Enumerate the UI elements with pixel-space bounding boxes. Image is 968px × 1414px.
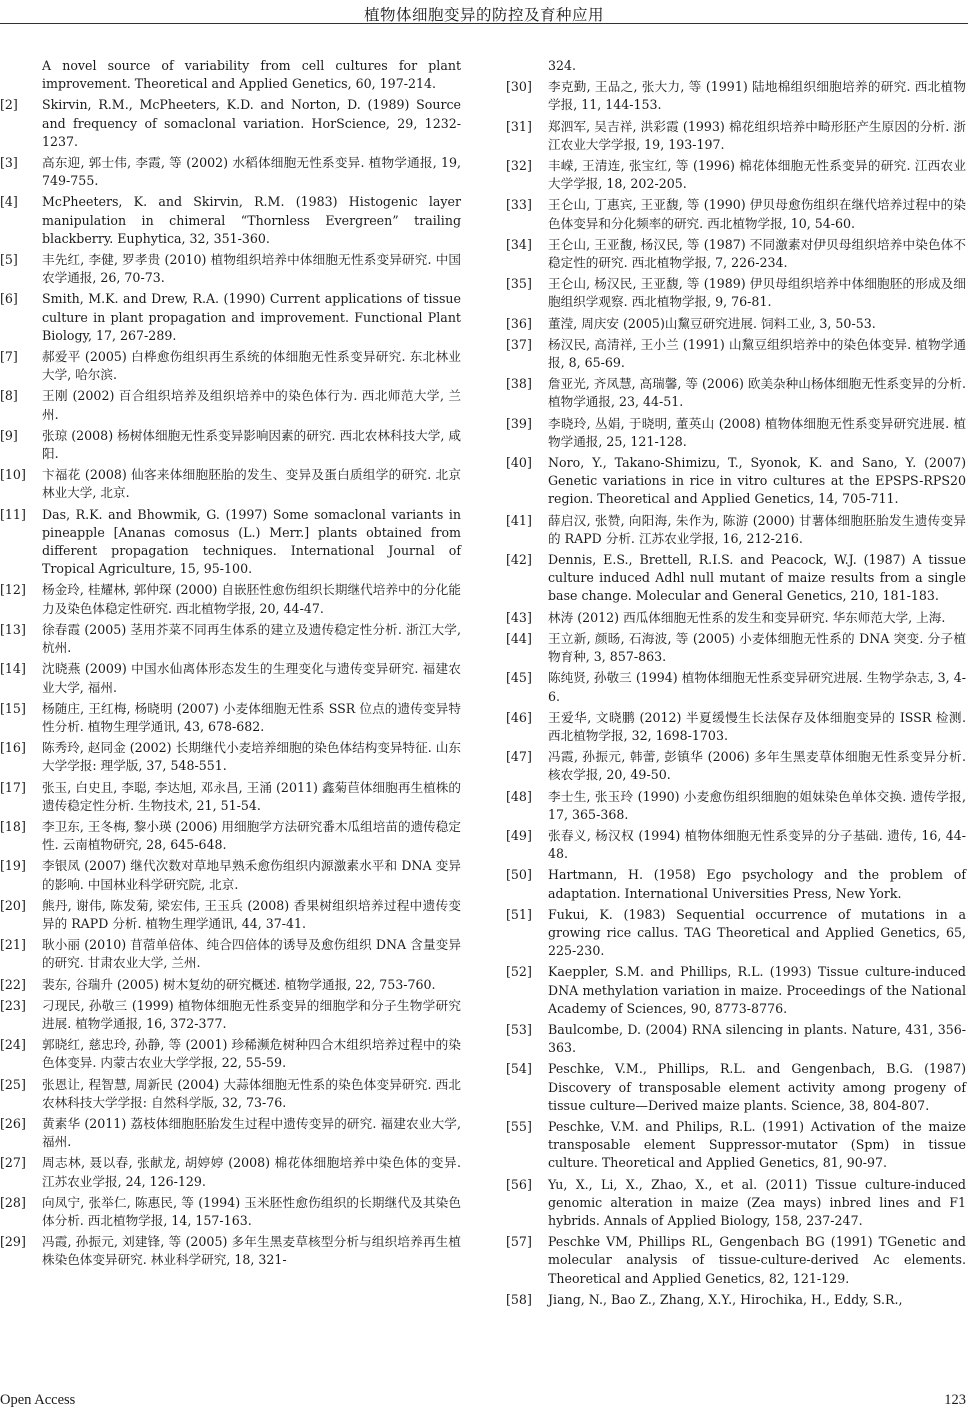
reference-number: [45] — [506, 670, 532, 686]
reference-number: [3] — [0, 155, 18, 171]
reference-entry — [0, 936, 461, 972]
reference-text: 李银凤 (2007) 继代次数对草地早熟禾愈伤组织内源激素水平和 DNA 变异的影响. 中国林业科学研究院, 北京. — [42, 858, 461, 892]
reference-entry — [0, 739, 461, 775]
reference-number: [55] — [506, 1118, 532, 1134]
reference-entry — [506, 415, 966, 451]
reference-number: [52] — [506, 964, 532, 980]
footer-page-number: 123 — [944, 1392, 966, 1408]
reference-text: 熊丹, 谢伟, 陈发菊, 梁宏伟, 王玉兵 (2008) 香果树组织培养过程中遗传变异的 RAPD 分析. 植物生理学通讯, 44, 37-41. — [42, 897, 461, 931]
reference-entry — [506, 669, 966, 705]
reference-entry — [0, 251, 461, 287]
reference-number: [50] — [506, 867, 532, 883]
reference-number: [48] — [506, 788, 532, 804]
reference-text: 沈晓燕 (2009) 中国水仙离体形态发生的生理变化与遗传变异研究. 福建农业大学, 福州. — [42, 661, 461, 695]
reference-text: Peschke, V.M., Phillips, R.L. and Gengenbach, B.G. (1987) Discovery of transposable element activity among progeny of tissue culture—Derived maize plants. Science, 38, 804-807. — [548, 1061, 966, 1113]
reference-entry — [506, 315, 966, 333]
reference-number: [14] — [0, 661, 26, 677]
reference-entry — [506, 748, 966, 784]
reference-entry — [0, 1076, 461, 1112]
reference-number: [43] — [506, 609, 532, 625]
reference-number: [31] — [506, 118, 532, 134]
reference-number: [6] — [0, 291, 18, 307]
reference-number: [58] — [506, 1291, 532, 1307]
reference-number: [5] — [0, 252, 18, 268]
reference-text: 杨随庄, 王红梅, 杨晓明 (2007) 小麦体细胞无性系 SSR 位点的遗传变异特性分析. 植物生理学通讯, 43, 678-682. — [42, 700, 461, 734]
reference-number: [24] — [0, 1037, 26, 1053]
reference-text: 王立新, 颜旸, 石海波, 等 (2005) 小麦体细胞无性系的 DNA 突变. 分子植物育种, 3, 857-863. — [548, 630, 966, 665]
reference-entry — [506, 78, 966, 114]
reference-number: [36] — [506, 315, 532, 331]
reference-entry — [0, 857, 461, 893]
reference-entry — [506, 906, 966, 961]
reference-text: 郭晓红, 慈忠玲, 孙静, 等 (2001) 珍稀濒危树种四合木组织培养过程中的染色体变异. 内蒙古农业大学学报, 22, 55-59. — [42, 1037, 461, 1071]
reference-number: [7] — [0, 349, 18, 365]
reference-entry — [506, 1176, 966, 1231]
reference-number: [38] — [506, 376, 532, 392]
reference-entry — [506, 963, 966, 1018]
reference-text: 王刚 (2002) 百合组织培养及组织培养中的染色体行为. 西北师范大学, 兰州. — [42, 388, 461, 422]
reference-text: Fukui, K. (1983) Sequential occurrence of mutations in a growing rice callus. TAG Theoretical and Applied Genetics, 65, 225-230. — [548, 906, 966, 959]
reference-text: Baulcombe, D. (2004) RNA silencing in plants. Nature, 431, 356-363. — [548, 1021, 966, 1056]
reference-text: 高东迎, 郭士伟, 李霞, 等 (2002) 水稻体细胞无性系变异. 植物学通报, 19, 749-755. — [42, 155, 461, 189]
reference-text: 向凤宁, 张举仁, 陈惠民, 等 (1994) 玉米胚性愈伤组织的长期继代及其染色体分析. 西北植物学报, 14, 157-163. — [42, 1194, 461, 1228]
reference-number: [23] — [0, 997, 26, 1013]
reference-entry — [506, 551, 966, 606]
reference-number: [13] — [0, 621, 26, 637]
reference-entry — [506, 709, 966, 745]
reference-text: 冯霞, 孙振元, 韩蕾, 彭镇华 (2006) 多年生黑麦草体细胞无性系变异分析. 核农学报, 20, 49-50. — [548, 749, 966, 783]
reference-text: Smith, M.K. and Drew, R.A. (1990) Current applications of tissue culture in plant propagation and improvement. Functional Plant Biology, 17, 267-289. — [42, 291, 461, 343]
reference-number: [51] — [506, 906, 532, 922]
reference-text: Skirvin, R.M., McPheeters, K.D. and Norton, D. (1989) Source and frequency of somaclonal variation. HorScience, 29, 1232-1237. — [42, 97, 461, 149]
reference-number: [25] — [0, 1076, 26, 1092]
reference-number: [2] — [0, 97, 18, 113]
reference-entry — [0, 96, 461, 151]
reference-text: 卞福花 (2008) 仙客来体细胞胚胎的发生、变异及蛋白质组学的研究. 北京林业大学, 北京. — [42, 467, 461, 501]
reference-number: [32] — [506, 158, 532, 174]
reference-entry — [0, 1154, 461, 1190]
reference-number: [21] — [0, 937, 26, 953]
reference-number: [4] — [0, 194, 18, 210]
references-right-column — [506, 57, 966, 1312]
reference-number: [35] — [506, 276, 532, 292]
reference-text: Kaeppler, S.M. and Phillips, R.L. (1993) Tissue culture-induced DNA methylation variation in maize. Proceedings of the National Academy of Sciences, 90, 8773-8776. — [548, 964, 966, 1016]
reference-entry — [506, 275, 966, 311]
reference-number: [57] — [506, 1234, 532, 1250]
reference-entry — [0, 1115, 461, 1151]
reference-text: 王仑山, 王亚馥, 杨汉民, 等 (1987) 不同激素对伊贝母组织培养中染色体不稳定性的研究. 西北植物学报, 7, 226-234. — [548, 236, 966, 271]
reference-number: [16] — [0, 740, 26, 756]
reference-text: Hartmann, H. (1958) Ego psychology and the problem of adaptation. International Universities Press, New York. — [548, 867, 966, 901]
reference-text: Peschke VM, Phillips RL, Gengenbach BG (1991) TGenetic and molecular analysis of tissue-culture-derived Ac elements. Theoretical and Applied Genetics, 82, 121-129. — [548, 1234, 966, 1286]
reference-text: 黄素华 (2011) 荔枝体细胞胚胎发生过程中遗传变异的研究. 福建农业大学, 福州. — [42, 1115, 461, 1150]
reference-number: [41] — [506, 512, 532, 528]
reference-number: [22] — [0, 976, 26, 992]
reference-number: [56] — [506, 1176, 532, 1192]
running-header: 植物体细胞变异的防控及育种应用 — [363, 6, 604, 24]
reference-number: [37] — [506, 336, 532, 352]
reference-number: [44] — [506, 630, 532, 646]
reference-number: [42] — [506, 552, 532, 568]
reference-text: 张恩让, 程智慧, 周新民 (2004) 大蒜体细胞无性系的染色体变异研究. 西北农林科技大学学报: 自然科学版, 32, 73-76. — [42, 1076, 461, 1110]
reference-number: [29] — [0, 1234, 26, 1250]
reference-text: 林涛 (2012) 西瓜体细胞无性系的发生和变异研究. 华东师范大学, 上海. — [548, 609, 946, 625]
reference-number: [12] — [0, 582, 26, 598]
references-left-column — [0, 57, 461, 1273]
reference-entry — [506, 866, 966, 902]
reference-entry — [506, 1118, 966, 1173]
reference-entry — [506, 336, 966, 372]
reference-entry — [0, 1036, 461, 1072]
reference-text: 杨汉民, 高清祥, 王小兰 (1991) 山黧豆组织培养中的染色体变异. 植物学通报, 8, 65-69. — [548, 336, 966, 371]
reference-entry — [0, 290, 461, 345]
reference-number: [27] — [0, 1155, 26, 1171]
reference-text: 杨金玲, 桂耀林, 郭仲琛 (2000) 自嵌胚性愈伤组织长期继代培养中的分化能力及染色体稳定性研究. 西北植物学报, 20, 44-47. — [42, 582, 461, 616]
reference-text: 董滢, 周庆安 (2005)山黧豆研究进展. 饲料工业, 3, 50-53. — [548, 315, 876, 331]
reference-entry — [506, 57, 966, 75]
reference-entry — [506, 1060, 966, 1115]
reference-entry — [0, 193, 461, 248]
reference-text: 李卫东, 王冬梅, 黎小瑛 (2006) 用细胞学方法研究番木瓜组培苗的遗传稳定性. 云南植物研究, 28, 645-648. — [42, 818, 461, 853]
reference-text: Jiang, N., Bao Z., Zhang, X.Y., Hirochika, H., Eddy, S.R., — [548, 1291, 903, 1307]
reference-number: [34] — [506, 236, 532, 252]
reference-entry — [0, 427, 461, 463]
reference-number: [26] — [0, 1115, 26, 1131]
reference-number: [39] — [506, 415, 532, 431]
reference-entry — [0, 818, 461, 854]
reference-text: 刁现民, 孙敬三 (1999) 植物体细胞无性系变异的细胞学和分子生物学研究进展. 植物学通报, 16, 372-377. — [42, 997, 461, 1031]
reference-entry — [0, 154, 461, 190]
reference-text: A novel source of variability from cell cultures for plant improvement. Theoretical and Applied Genetics, 60, 197-214. — [42, 58, 461, 92]
reference-entry — [0, 660, 461, 696]
reference-text: 郑泗军, 吴吉祥, 洪彩霞 (1993) 棉花组织培养中畸形胚产生原因的分析. 浙江农业大学学报, 19, 193-197. — [548, 118, 966, 152]
reference-entry — [506, 118, 966, 154]
reference-number: [10] — [0, 467, 26, 483]
reference-entry — [506, 1291, 966, 1309]
reference-entry — [506, 196, 966, 232]
reference-entry — [0, 621, 461, 657]
reference-entry — [0, 779, 461, 815]
reference-text: 周志林, 聂以春, 张献龙, 胡婷婷 (2008) 棉花体细胞培养中染色体的变异. 江苏农业学报, 24, 126-129. — [42, 1155, 461, 1189]
reference-entry — [506, 827, 966, 863]
reference-number: [46] — [506, 709, 532, 725]
reference-number: [53] — [506, 1021, 532, 1037]
header-rule — [0, 23, 968, 24]
reference-number: [54] — [506, 1061, 532, 1077]
reference-number: [17] — [0, 779, 26, 795]
reference-entry — [0, 997, 461, 1033]
reference-entry — [506, 236, 966, 272]
reference-number: [9] — [0, 427, 18, 443]
reference-entry — [506, 1021, 966, 1057]
reference-number: [19] — [0, 858, 26, 874]
reference-entry — [506, 1233, 966, 1288]
reference-entry — [506, 454, 966, 509]
reference-text: Yu, X., Li, X., Zhao, X., et al. (2011) Tissue culture-induced genomic alteration in maize (Zea mays) inbred lines and F1 hybrids. Annals of Applied Biology, 158, 237-247. — [548, 1176, 966, 1228]
reference-text: 李晓玲, 丛娟, 于晓明, 董英山 (2008) 植物体细胞无性系变异研究进展. 植物学通报, 25, 121-128. — [548, 415, 966, 449]
reference-entry — [0, 1233, 461, 1269]
reference-text: Das, R.K. and Bhowmik, G. (1997) Some somaclonal variants in pineapple [Ananas comosus (L.) Merr.] plants obtained from different propagation techniques. International Journal of Tropical Agriculture, 15, 95-100. — [42, 506, 461, 577]
reference-text: 陈纯贤, 孙敬三 (1994) 植物体细胞无性系变异研究进展. 生物学杂志, 3, 4-6. — [548, 670, 966, 704]
reference-text: 薛启汉, 张赞, 向阳海, 朱作为, 陈游 (2000) 甘薯体细胞胚胎发生遗传变异的 RAPD 分析. 江苏农业学报, 16, 212-216. — [548, 512, 966, 546]
reference-number: [40] — [506, 455, 532, 471]
reference-number: [49] — [506, 827, 532, 843]
reference-entry — [506, 609, 966, 627]
reference-entry — [0, 506, 461, 579]
reference-number: [28] — [0, 1194, 26, 1210]
reference-number: [8] — [0, 388, 18, 404]
reference-entry — [0, 1194, 461, 1230]
reference-entry — [506, 630, 966, 666]
reference-text: 张琼 (2008) 杨树体细胞无性系变异影响因素的研究. 西北农林科技大学, 咸阳. — [42, 427, 461, 462]
reference-number: [18] — [0, 818, 26, 834]
reference-text: 王仑山, 丁惠宾, 王亚馥, 等 (1990) 伊贝母愈伤组织在继代培养过程中的染色体变异和分化频率的研究. 西北植物学报, 10, 54-60. — [548, 197, 966, 231]
reference-entry — [0, 466, 461, 502]
reference-entry — [506, 375, 966, 411]
reference-text: 裴东, 谷瑞升 (2005) 树木复幼的研究概述. 植物学通报, 22, 753-760. — [42, 976, 436, 992]
reference-text: 耿小丽 (2010) 苜蓿单倍体、纯合四倍体的诱导及愈伤组织 DNA 含量变异的研究. 甘肃农业大学, 兰州. — [42, 937, 461, 971]
reference-entry — [506, 512, 966, 548]
reference-entry — [0, 897, 461, 933]
reference-text: 324. — [548, 58, 577, 73]
reference-text: 郝爱平 (2005) 白桦愈伤组织再生系统的体细胞无性系变异研究. 东北林业大学, 哈尔滨. — [42, 349, 461, 383]
reference-text: 李士生, 张玉玲 (1990) 小麦愈伤组织细胞的姐妹染色单体交换. 遗传学报, 17, 365-368. — [548, 788, 966, 822]
reference-text: 张玉, 白史且, 李聪, 李达旭, 邓永昌, 王涌 (2011) 鑫菊苣体细胞再生植株的遗传稳定性分析. 生物技术, 21, 51-54. — [42, 779, 461, 813]
reference-text: 徐春霞 (2005) 茎用芥菜不同再生体系的建立及遗传稳定性分析. 浙江大学, 杭州. — [42, 621, 461, 656]
reference-text: 丰嵘, 王清连, 张宝红, 等 (1996) 棉花体细胞无性系变异的研究. 江西农业大学学报, 18, 202-205. — [548, 158, 966, 192]
reference-text: 王爱华, 文晓鹏 (2012) 半夏缓慢生长法保存及体细胞变异的 ISSR 检测. 西北植物学报, 32, 1698-1703. — [548, 709, 966, 743]
reference-text: Noro, Y., Takano-Shimizu, T., Syonok, K. and Sano, Y. (2007) Genetic variations in rice in vitro cultures at the EPSPS-RPS20 region. Theoretical and Applied Genetics, 14, 705-711. — [548, 455, 966, 507]
reference-entry — [506, 788, 966, 824]
reference-entry — [0, 581, 461, 617]
reference-entry — [0, 57, 461, 93]
reference-text: 张春义, 杨汉权 (1994) 植物体细胞无性系变异的分子基础. 遗传, 16, 44-48. — [548, 827, 966, 862]
footer-open-access: Open Access — [0, 1392, 76, 1408]
reference-number: [47] — [506, 749, 532, 765]
reference-text: Peschke, V.M. and Philips, R.L. (1991) Activation of the maize transposable element Suppressor-mutator (Spm) in tissue culture. Theoretical and Applied Genetics, 81, 90-97. — [548, 1118, 966, 1171]
reference-entry — [506, 157, 966, 193]
reference-number: [15] — [0, 700, 26, 716]
reference-entry — [0, 387, 461, 423]
reference-text: Dennis, E.S., Brettell, R.I.S. and Peacock, W.J. (1987) A tissue culture induced Adhl null mutant of maize results from a single base change. Molecular and General Genetics, 210, 181-183. — [548, 552, 966, 604]
reference-text: 丰先红, 李健, 罗孝贵 (2010) 植物组织培养中体细胞无性系变异研究. 中国农学通报, 26, 70-73. — [42, 252, 461, 286]
reference-entry — [0, 348, 461, 384]
reference-entry — [0, 700, 461, 736]
reference-text: 詹亚光, 齐凤慧, 高瑞馨, 等 (2006) 欧美杂种山杨体细胞无性系变异的分析. 植物学通报, 23, 44-51. — [548, 376, 966, 410]
reference-entry — [0, 976, 461, 994]
reference-text: McPheeters, K. and Skirvin, R.M. (1983) Histogenic layer manipulation in chimeral “Thornless Evergreen” trailing blackberry. Euphytica, 32, 351-360. — [42, 194, 461, 246]
reference-number: [30] — [506, 79, 532, 95]
reference-number: [20] — [0, 897, 26, 913]
reference-text: 陈秀玲, 赵同金 (2002) 长期继代小麦培养细胞的染色体结构变异特征. 山东大学学报: 理学版, 37, 548-551. — [42, 740, 461, 774]
reference-text: 李克勤, 王品之, 张大力, 等 (1991) 陆地棉组织细胞培养的研究. 西北植物学报, 11, 144-153. — [548, 79, 966, 113]
reference-number: [11] — [0, 506, 26, 522]
reference-text: 王仑山, 杨汉民, 王亚馥, 等 (1989) 伊贝母组织培养中体细胞胚的形成及细胞组织学观察. 西北植物学报, 9, 76-81. — [548, 276, 966, 310]
reference-text: 冯霞, 孙振元, 刘建锋, 等 (2005) 多年生黑麦草核型分析与组织培养再生植株染色体变异研究. 林业科学研究, 18, 321- — [42, 1234, 461, 1268]
reference-number: [33] — [506, 197, 532, 213]
